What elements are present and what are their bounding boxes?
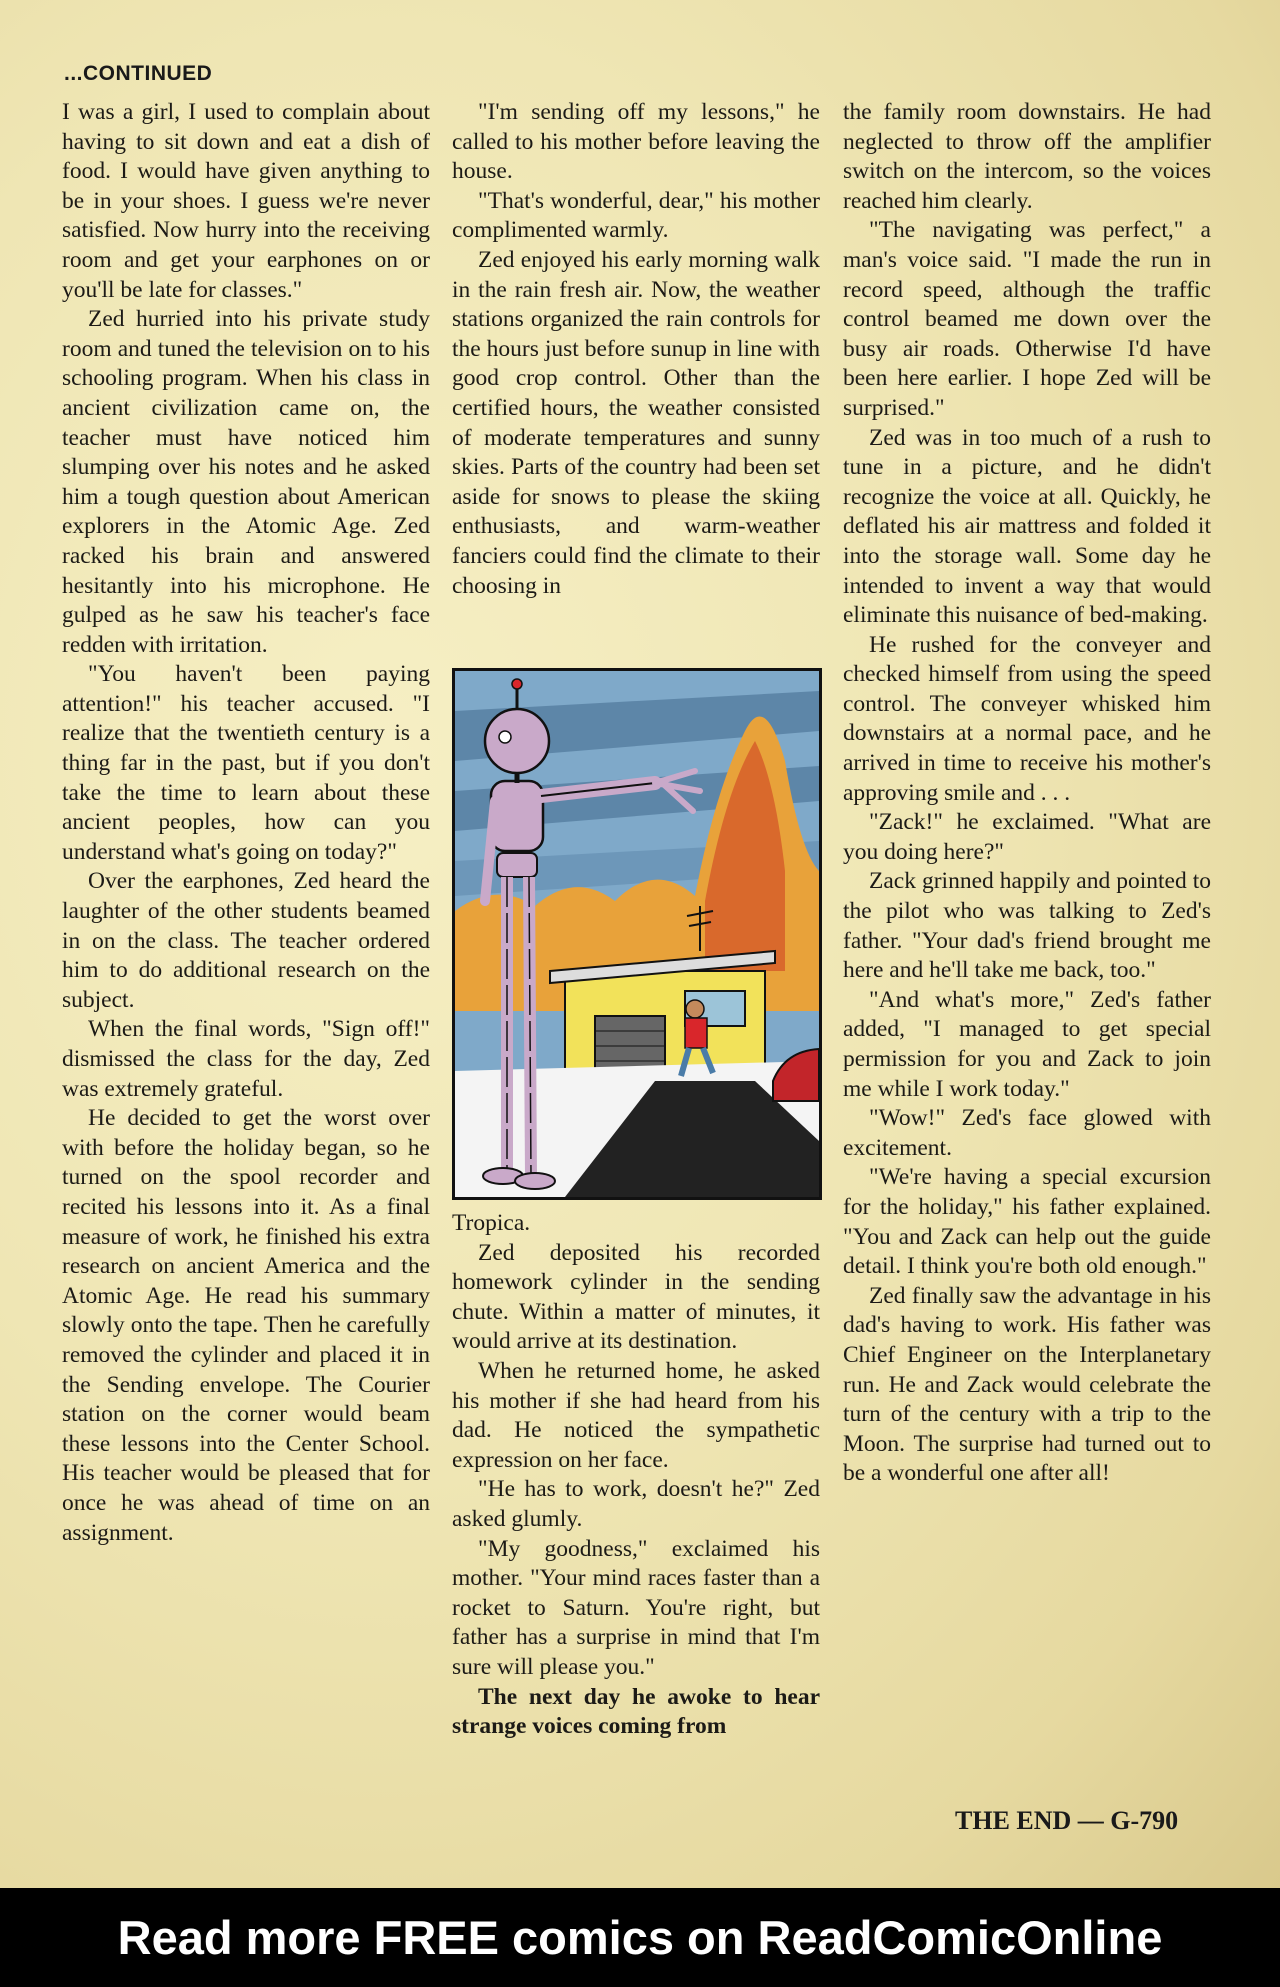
readcomiconline-banner[interactable]: Read more FREE comics on ReadComicOnline xyxy=(0,1888,1280,1987)
paragraph: Zed enjoyed his early morning walk in the rain fresh air. Now, the weather stations organized the rain controls for the hours just before sunup in line with good crop control. Other than the certified hours, the weather consisted of moderate temperatures and sunny skies. Parts of the country had been set aside for snows to please the skiing enthusiasts, and warm-weather fanciers could find the climate to their choosing in xyxy=(452,246,820,599)
paragraph: When he returned home, he asked his mother if she had heard from his dad. He noticed the sympathetic expression on her face. xyxy=(452,1357,820,1473)
text-column-3 xyxy=(843,98,1211,1489)
text-column-1 xyxy=(62,98,430,1548)
paragraph: Tropica. xyxy=(452,1210,531,1236)
paragraph: "We're having a special excursion for the holiday," his father explained. "You and Zack can help out the guide detail. I think you're both old enough." xyxy=(843,1164,1211,1280)
paragraph: the family room downstairs. He had neglected to throw off the amplifier switch on the intercom, so the voices reached him clearly. xyxy=(843,99,1211,214)
paragraph: Over the earphones, Zed heard the laughter of the other students beamed in on the class. The teacher ordered him to do additional research on the subject. xyxy=(62,868,430,1013)
illustration-panel xyxy=(452,668,822,1200)
paragraph: "You haven't been paying attention!" his teacher accused. "I realize that the twentieth century is a thing far in the past, but if you don't take the time to learn about these ancient peoples, how can you understand what's going on today?" xyxy=(62,661,430,865)
paragraph: "Wow!" Zed's face glowed with excitement. xyxy=(843,1105,1211,1161)
paragraph: "Zack!" he exclaimed. "What are you doing here?" xyxy=(843,809,1211,865)
paragraph: The next day he awoke to hear strange voices coming from xyxy=(452,1683,820,1740)
paragraph: He decided to get the worst over with before the holiday began, so he turned on the spool recorder and recited his lessons into it. As a final measure of work, he finished his extra research on ancient America and the Atomic Age. He read his summary slowly onto the tape. Then he carefully removed the cylinder and placed it in the Sending envelope. The Courier station on the corner would beam these lessons into the Center School. His teacher would be pleased that for once he was ahead of time on an assignment. xyxy=(62,1105,430,1546)
paragraph: When the final words, "Sign off!" dismissed the class for the day, Zed was extremely grateful. xyxy=(62,1016,430,1102)
paragraph: "My goodness," exclaimed his mother. "Your mind races faster than a rocket to Saturn. You're right, but father has a surprise in mind that I'm sure will please you." xyxy=(452,1535,820,1680)
paragraph: "He has to work, doesn't he?" Zed asked glumly. xyxy=(452,1476,820,1532)
paragraph: "The navigating was perfect," a man's voice said. "I made the run in record speed, although the traffic control beamed me down over the busy air roads. Otherwise I'd have been here earlier. I hope Zed will be surprised." xyxy=(843,217,1211,421)
text-column-2-bottom xyxy=(452,1209,820,1742)
paragraph: Zed was in too much of a rush to tune in a picture, and he didn't recognize the voice at all. Quickly, he deflated his air mattress and folded it into the storage wall. Some day he intended to invent a way that would eliminate this nuisance of bed-making. xyxy=(843,424,1211,629)
paragraph: Zed hurried into his private study room and tuned the television on to his schooling program. When his class in ancient civilization came on, the teacher must have noticed him slumping over his notes and he asked him a tough question about American explorers in the Atomic Age. Zed racked his brain and answered hesitantly into his microphone. He gulped as he saw his teacher's face redden with irritation. xyxy=(62,306,430,658)
paragraph: Zed deposited his recorded homework cylinder in the sending chute. Within a matter of minutes, it would arrive at its destination. xyxy=(452,1239,820,1355)
the-end-mark: THE END — G-790 xyxy=(955,1806,1179,1835)
text-column-2-top xyxy=(452,98,820,601)
continued-header: ...CONTINUED xyxy=(64,62,213,85)
paragraph: "And what's more," Zed's father added, "I managed to get special permission for you and Zack to join me while I work today." xyxy=(843,986,1211,1102)
paragraph: Zack grinned happily and pointed to the pilot who was talking to Zed's father. "Your dad's friend brought me here and he'll take me back, too." xyxy=(843,868,1211,984)
paragraph: He rushed for the conveyer and checked himself from using the speed control. The conveyer whisked him downstairs at a normal pace, and he arrived in time to receive his mother's approving smile and . . . xyxy=(843,631,1211,806)
paragraph: Zed finally saw the advantage in his dad's having to work. His father was Chief Engineer on the Interplanetary run. He and Zack would celebrate the turn of the century with a trip to the Moon. The surprise had turned out to be a wonderful one after all! xyxy=(843,1282,1211,1487)
paragraph: I was a girl, I used to complain about having to sit down and eat a dish of food. I would have given anything to be in your shoes. I guess we're never satisfied. Now hurry into the receiving room and get your earphones on or you'll be late for classes." xyxy=(62,99,430,303)
paragraph: "I'm sending off my lessons," he called to his mother before leaving the house. xyxy=(452,99,820,185)
paragraph: "That's wonderful, dear," his mother complimented warmly. xyxy=(452,187,820,244)
robot-illustration xyxy=(455,671,819,1197)
